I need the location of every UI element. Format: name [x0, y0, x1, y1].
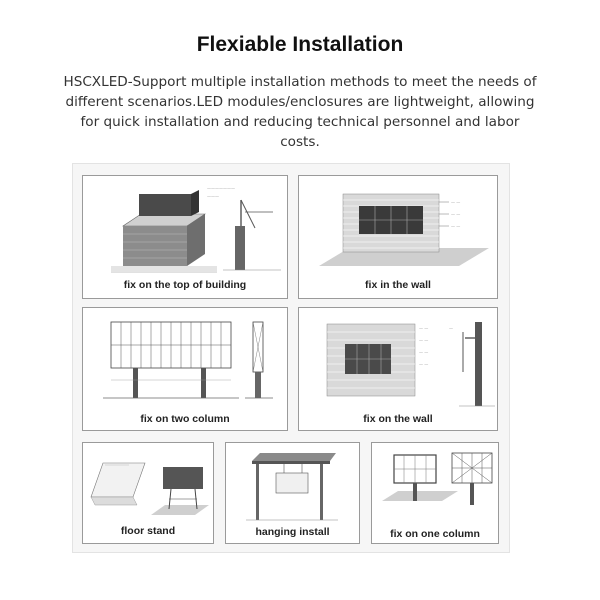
panel-caption: fix on the top of building — [123, 279, 247, 291]
panel-rooftop — [82, 175, 288, 299]
installation-grid — [72, 163, 510, 553]
panel-caption: fix on one column — [390, 528, 480, 540]
svg-text:—: — — [449, 326, 453, 331]
svg-text:— —: — — — [419, 362, 429, 367]
svg-text:———: ——— — [207, 194, 219, 199]
description-text: HSCXLED-Support multiple installation methods to meet the needs of different scenarios.LED modules/enclosures are lightweight, allowing for quick installation and reducing technical personnel and labor costs. — [63, 74, 537, 150]
panel-caption: hanging install — [255, 526, 330, 538]
panel-one-column — [371, 442, 499, 544]
svg-text:———————: ——————— — [207, 186, 235, 191]
panel-in-wall — [298, 175, 498, 299]
panel-caption: fix in the wall — [365, 279, 431, 291]
svg-text:— —: — — — [419, 326, 429, 331]
panel-caption: fix on the wall — [363, 413, 433, 425]
panel-on-wall — [298, 307, 498, 431]
page-title: Flexiable Installation — [196, 33, 404, 56]
svg-text:— —: — — — [419, 338, 429, 343]
panel-caption: fix on two column — [140, 413, 230, 425]
svg-text:— —: — — — [451, 200, 461, 205]
panel-two-column — [82, 307, 288, 431]
panel-caption: floor stand — [120, 525, 176, 537]
svg-text:— —: — — — [451, 224, 461, 229]
svg-text:— —: — — — [451, 212, 461, 217]
panel-hanging — [225, 442, 360, 544]
panel-floor-stand — [82, 442, 214, 544]
svg-text:— —: — — — [419, 350, 429, 355]
